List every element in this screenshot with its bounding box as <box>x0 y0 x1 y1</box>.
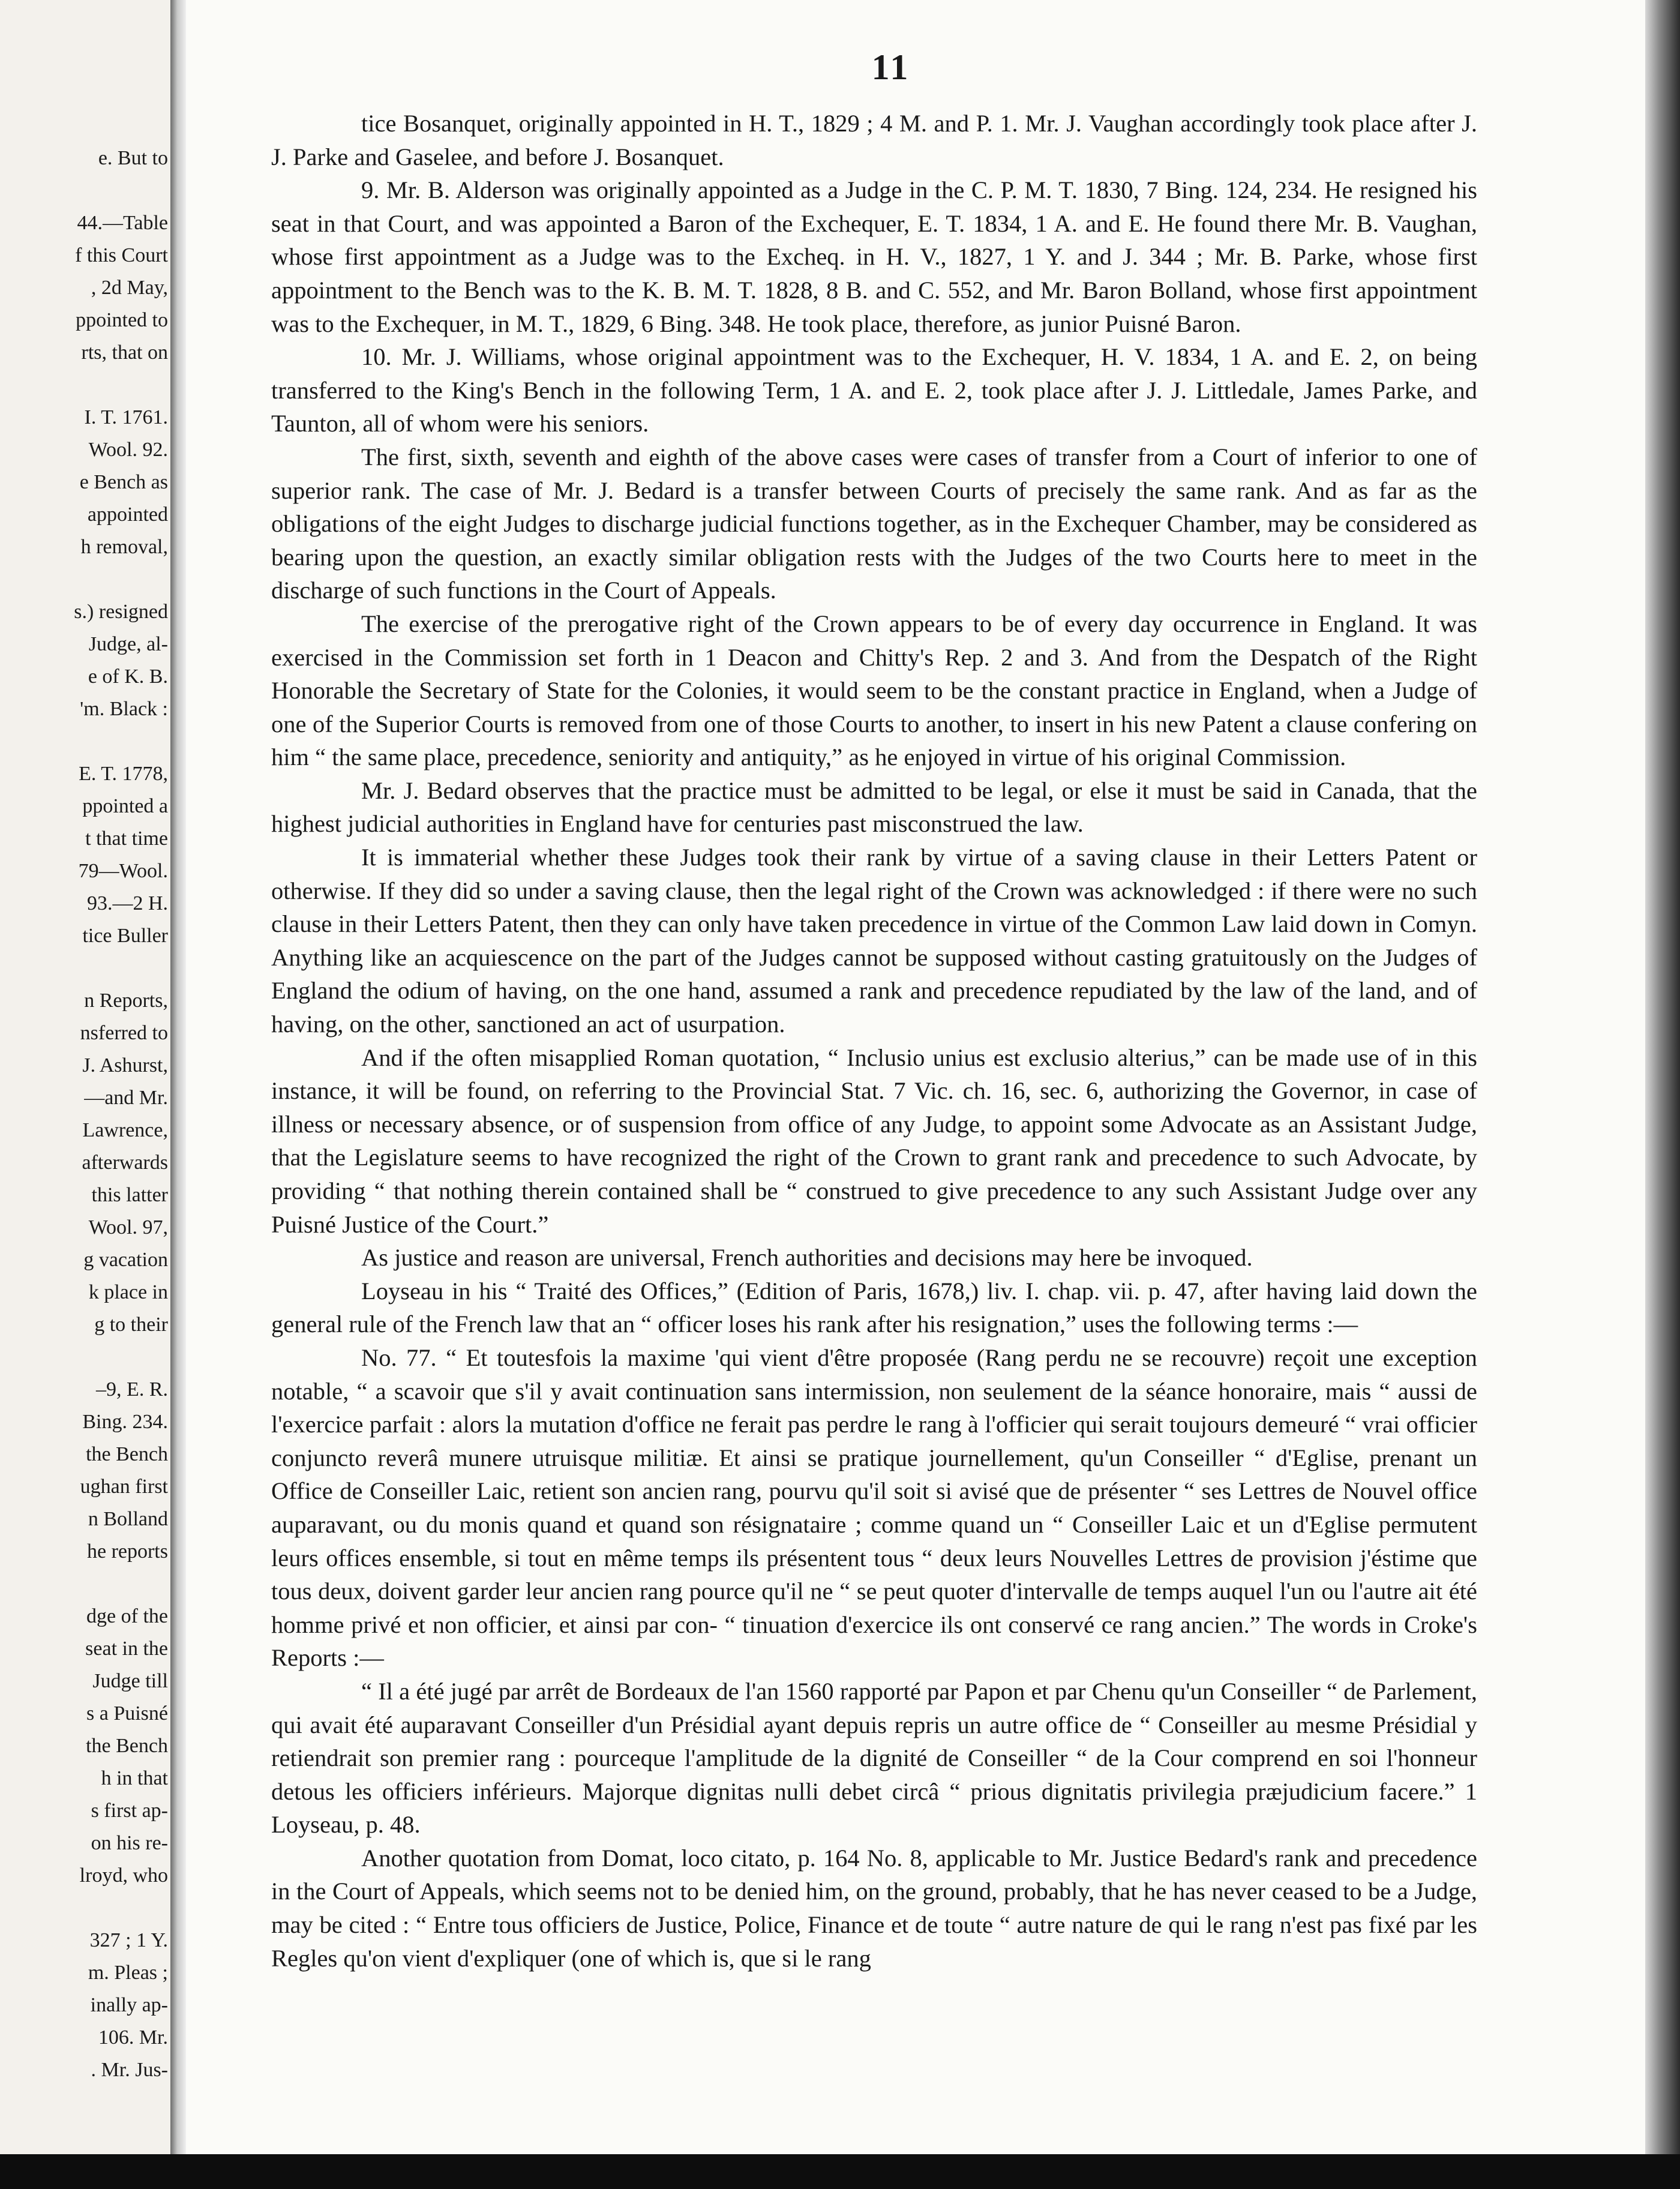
left-fragment-line: g to their <box>94 1314 168 1336</box>
left-fragment-line: e of K. B. <box>88 665 168 688</box>
left-fragment-line: ppointed to <box>76 309 168 331</box>
paragraph-roman-quotation: And if the often misapplied Roman quotation, “ Inclusio unius est exclusio alterius,” can be made use of in this instance, it will be found, on referring to the Provincial Stat. 7 Vic. ch. 16, sec. 6, authorizing the Governor, in case of illness or necessary absence, or of suspension from office of any Judge, to appoint some Advocate as an Assistant Judge, that the Legislature seems to have recognized the right of the Crown to grant rank and precedence to such Advocate, by providing “ that nothing therein contained shall be “ construed to give precedence to any such Assistant Judge over any Puisné Justice of the Court.” <box>271 1043 1477 1238</box>
left-fragment-line: 44.—Table <box>77 212 168 234</box>
left-fragment-line: m. Pleas ; <box>88 1962 168 1984</box>
body-text <box>271 107 1477 1975</box>
paragraph-french-authorities: As justice and reason are universal, French authorities and decisions may here be invoqued. <box>361 1244 1253 1272</box>
paragraph-case-10: 10. Mr. J. Williams, whose original appointment was to the Exchequer, H. V. 1834, 1 A. and E. 2, on being transferred to the King's Bench in the following Term, 1 A. and E. 2, took place after J. J. Littledale, James Parke, and Taunton, all of whom were his seniors. <box>271 343 1477 437</box>
left-fragment-line: . Mr. Jus- <box>91 2059 168 2081</box>
left-fragment-line: –9, E. R. <box>96 1378 168 1401</box>
left-page-fragment <box>0 0 170 2154</box>
left-fragment-line: Wool. 97, <box>88 1216 168 1239</box>
left-fragment-line: I. T. 1761. <box>84 406 168 428</box>
left-fragment-line: he reports <box>86 1540 168 1563</box>
left-fragment-line: on his re- <box>91 1832 168 1854</box>
left-fragment-line: nsferred to <box>80 1022 168 1044</box>
paragraph-domat: Another quotation from Domat, loco citato, p. 164 No. 8, applicable to Mr. Justice Bedard's rank and precedence in the Court of Appeals, which seems not to be denied him, on the ground, probably, that he has never ceased to be a Judge, may be cited : “ Entre tous officiers de Justice, Police, Finance et de toute “ autre nature de qui le rang n'est pas fixé par les Regles qu'on vient d'expliquer (one of which is, que si le rang <box>271 1844 1477 1972</box>
left-fragment-line: f this Court <box>75 244 168 266</box>
left-fragment-line: tice Buller <box>82 925 168 947</box>
left-fragment-line: this latter <box>91 1184 168 1206</box>
left-fragment-line: seat in the <box>85 1638 168 1660</box>
book-gutter <box>170 0 186 2154</box>
paragraph-loyseau: Loyseau in his “ Traité des Offices,” (Edition of Paris, 1678,) liv. I. chap. vii. p. 47, after having laid down the general rule of the French law that an “ officer loses his rank after his resignation,” uses the following terms :— <box>271 1277 1477 1338</box>
left-fragment-line: —and Mr. <box>84 1087 168 1109</box>
left-fragment-line: afterwards <box>82 1152 168 1174</box>
paragraph-no-77: No. 77. “ Et toutesfois la maxime 'qui vient d'être proposée (Rang perdu ne se recouvre) reçoit une exception notable, “ a scavoir que s'il y avait continuation sans intermission, non seulement de la séance honoraire, mais “ aussi de l'exercice parfait : alors la mutation d'office ne ferait pas perdre le rang à l'officier qui serait toujours demeuré “ vrai officier conjuncto reverâ munere utruisque militiæ. Et ainsi se pratique journellement, qu'un Conseiller “ d'Eglise, prenant un Office de Conseiller Laic, retient son ancien rang, pourvu qu'il soit si avisé que de présenter “ ses Lettres de Nouvel office auparavant, ou du monis quand et quand son résignataire ; comme quand un “ Conseiller Laic et un d'Eglise permutent leurs offices ensemble, si tout en même temps ils présentent tous “ deux leurs Nouvelles Lettres de provision j'éstime que tous deux, doivent garder leur ancien rang pource qu'il ne “ se peut quoter d'intervalle de temps auquel l'un ou l'autre ait été homme privé et non officier, et ainsi par con- “ tinuation d'exercice ils ont conservé ce rang ancien.” The words in Croke's Reports :— <box>271 1344 1477 1672</box>
left-fragment-line: inally ap- <box>90 1994 168 2016</box>
paragraph-case-9: 9. Mr. B. Alderson was originally appointed as a Judge in the C. P. M. T. 1830, 7 Bing. 124, 234. He resigned his seat in that Court, and was appointed a Baron of the Exchequer, E. T. 1834, 1 A. and E. He found there Mr. B. Vaughan, whose first appointment as a Judge was to the Excheq. in H. V., 1827, 1 Y. and J. 344 ; Mr. B. Parke, whose first appointment to the Bench was to the K. B. M. T. 1828, 8 B. and C. 552, and Mr. Baron Bolland, whose first appointment was to the Exchequer, in M. T., 1829, 6 Bing. 348. He took place, therefore, as junior Puisné Baron. <box>271 176 1477 337</box>
left-fragment-line: , 2d May, <box>91 277 168 299</box>
paragraph-prerogative: The exercise of the prerogative right of the Crown appears to be of every day occurrence in England. It was exercised in the Commission set forth in 1 Deacon and Chitty's Rep. 2 and 3. And from the Despatch of the Right Honorable the Secretary of State for the Colonies, it would seem to be the constant practice in England, when a Judge of one of the Superior Courts is removed from one of those Courts to another, to insert in his new Patent a clause confering on him “ the same place, precedence, seniority and antiquity,” as he enjoyed in virtue of his original Commission. <box>271 610 1477 771</box>
left-fragment-line: dge of the <box>86 1605 168 1627</box>
left-fragment-line: lroyd, who <box>79 1864 168 1887</box>
paragraph-transfer-cases: The first, sixth, seventh and eighth of the above cases were cases of transfer from a Court of inferior to one of superior rank. The case of Mr. J. Bedard is a transfer between Courts of precisely the same rank. And as far as the obligations of the eight Judges to discharge judicial functions together, as in the Exchequer Chamber, may be considered as bearing upon the question, an exactly similar obligation rests with the Judges of the two Courts here to meet in the discharge of such functions in the Court of Appeals. <box>271 443 1477 604</box>
paragraph-bordeaux-quote: “ Il a été jugé par arrêt de Bordeaux de l'an 1560 rapporté par Papon et par Chenu qu'un Conseiller “ de Parlement, qui avait été auparavant Conseiller d'un Présidial ayant depuis repris un autre office de “ Conseiller au mesme Présidial y retiendrait son premier rang : pourceque l'amplitude de la dignité de Conseiller “ de la Cour comprend en soi l'honneur detous les officiers inférieurs. Majorque dignitas nulli debet circâ “ prious dignitatis privilegia præjudicium facere.” 1 Loyseau, p. 48. <box>271 1677 1477 1839</box>
paragraph-bedard-observes: Mr. J. Bedard observes that the practice must be admitted to be legal, or else it must be said in Canada, that the highest judicial authorities in England have for centuries past misconstrued the law. <box>271 776 1477 838</box>
left-fragment-line: E. T. 1778, <box>79 763 168 785</box>
paragraph-continuation: tice Bosanquet, originally appointed in H. T., 1829 ; 4 M. and P. 1. Mr. J. Vaughan accordingly took place after J. J. Parke and Gaselee, and before J. Bosanquet. <box>271 110 1477 170</box>
left-fragment-line: h removal, <box>80 536 168 558</box>
left-fragment-line: g vacation <box>83 1249 168 1271</box>
left-fragment-line: k place in <box>88 1281 168 1303</box>
left-fragment-line: the Bench <box>86 1443 168 1465</box>
left-fragment-line: appointed <box>87 503 168 526</box>
left-fragment-line: Lawrence, <box>82 1119 168 1141</box>
left-fragment-line: 93.—2 H. <box>86 892 168 914</box>
left-fragment-line: ughan first <box>80 1476 168 1498</box>
scan-border <box>0 2154 1680 2189</box>
left-fragment-line: s.) resigned <box>74 601 168 623</box>
left-fragment-line: e. But to <box>98 147 168 169</box>
left-fragment-line: s a Puisné <box>86 1702 168 1725</box>
left-fragment-line: t that time <box>85 827 168 850</box>
left-fragment-line: e Bench as <box>79 471 168 493</box>
left-fragment-line: h in that <box>101 1767 168 1789</box>
paragraph-immaterial: It is immaterial whether these Judges took their rank by virtue of a saving clause in their Letters Patent or otherwise. If they did so under a saving clause, then the legal right of the Crown was acknowledged : if there were no such clause in their Letters Patent, then they can only have taken precedence in virtue of the Common Law laid down in Comyn. Anything like an acquiescence on the part of the Judges cannot be supposed without casting gratuitously on the Judges of England the odium of having, on the one hand, assumed a rank and precedence repudiated by the law of the land, and of having, on the other, sanctioned an act of usurpation. <box>271 844 1477 1038</box>
left-fragment-line: 79—Wool. <box>78 860 168 882</box>
left-fragment-line: 106. Mr. <box>98 2026 168 2049</box>
right-page <box>186 0 1645 2154</box>
left-fragment-line: Wool. 92. <box>88 439 168 461</box>
left-fragment-line: rts, that on <box>81 341 168 364</box>
left-fragment-line: ppointed a <box>82 795 168 817</box>
left-fragment-line: the Bench <box>86 1735 168 1757</box>
left-fragment-line: 327 ; 1 Y. <box>89 1929 168 1951</box>
left-fragment-line: J. Ashurst, <box>82 1054 168 1076</box>
left-fragment-line: 'm. Black : <box>80 698 168 720</box>
left-fragment-line: Judge till <box>92 1670 168 1692</box>
left-fragment-line: Judge, al- <box>88 633 168 655</box>
left-fragment-line: s first ap- <box>91 1800 168 1822</box>
left-fragment-line: Bing. 234. <box>82 1411 168 1433</box>
left-fragment-line: n Reports, <box>84 989 168 1012</box>
left-fragment-line: n Bolland <box>88 1508 168 1530</box>
page-edge-shadow <box>1645 0 1680 2154</box>
page-number: 11 <box>871 47 911 87</box>
